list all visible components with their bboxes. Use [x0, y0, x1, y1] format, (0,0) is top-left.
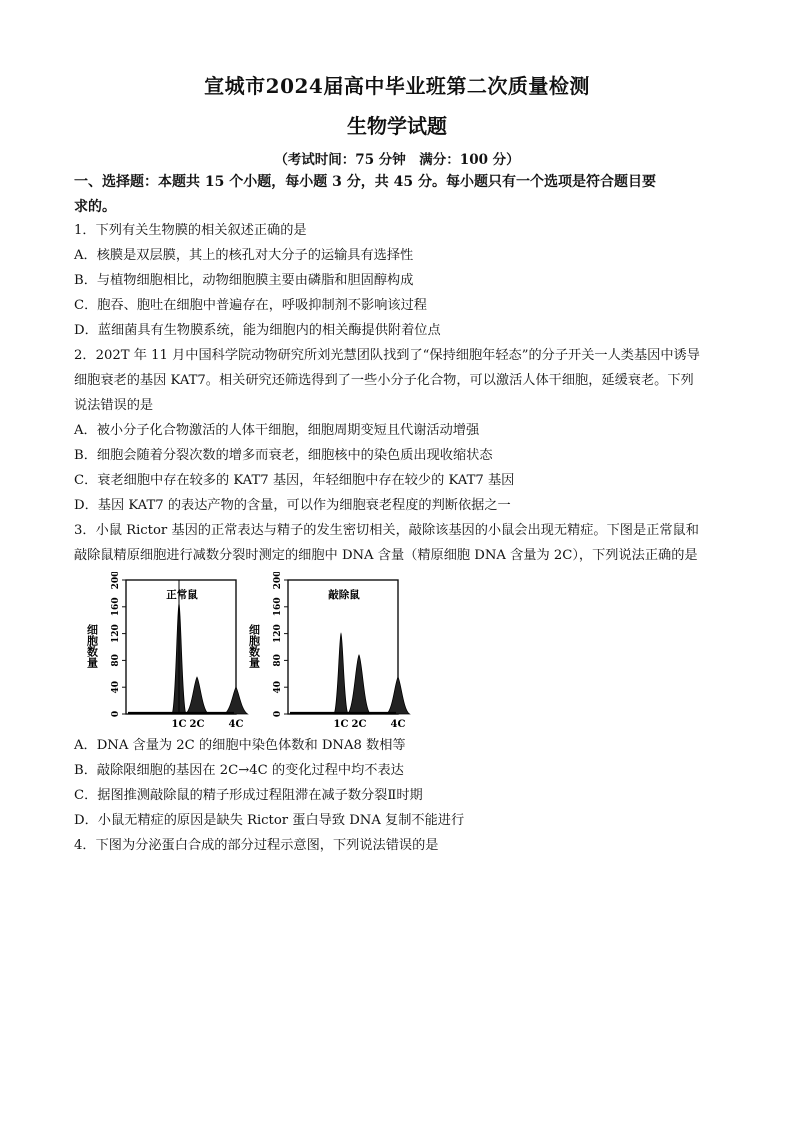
q3-option-b: B．敲除限细胞的基因在 2C→4C 的变化过程中均不表达 — [74, 763, 404, 778]
y-tick-label: 40 — [273, 680, 283, 694]
histogram-peak-4C — [387, 677, 410, 714]
y-tick-label: 200 — [111, 572, 121, 590]
q2-stem-line1: 2．202T 年 11 月中国科学院动物研究所刘光慧团队找到了“保持细胞年轻态”的分子开关一人类基因中诱导 — [74, 348, 700, 363]
chart-normal-mouse-svg — [82, 572, 262, 732]
chart-normal-mouse — [82, 572, 262, 736]
y-tick-label: 120 — [111, 624, 121, 643]
q2-option-d: D．基因 KAT7 的表达产物的含量，可以作为细胞衰老程度的判断依据之一 — [74, 498, 511, 513]
subject-title: 生物学试题 — [347, 114, 447, 138]
chart-knockout-mouse-svg — [244, 572, 424, 732]
section-heading-line2: 求的。 — [74, 199, 116, 215]
exam-info: （考试时间：75 分钟 满分：100 分） — [274, 152, 520, 168]
histogram-peak-1C — [334, 634, 348, 714]
q2-option-c: C．衰老细胞中存在较多的 KAT7 基因，年轻细胞中存在较少的 KAT7 基因 — [74, 473, 515, 488]
x-tick-label: 2C — [189, 719, 205, 730]
q1-option-d: D．蓝细菌具有生物膜系统，能为细胞内的相关酶提供附着位点 — [74, 323, 441, 338]
histogram-peak-2C — [348, 655, 371, 714]
chart-title: 正常鼠 — [166, 589, 198, 601]
q4-stem: 4．下图为分泌蛋白合成的部分过程示意图，下列说法错误的是 — [74, 838, 439, 853]
q1-option-a: A．核膜是双层膜，其上的核孔对大分子的运输具有选择性 — [74, 248, 414, 263]
q3-stem-line1: 3．小鼠 Rictor 基因的正常表达与精子的发生密切相关，敲除该基因的小鼠会出现无精症。下图是正常鼠和 — [74, 523, 699, 538]
q3-option-c: C．据图推测敲除鼠的精子形成过程阻滞在减子数分裂Ⅱ时期 — [74, 788, 423, 803]
exam-title: 宣城市2024届高中毕业班第二次质量检测 — [204, 74, 590, 98]
y-tick-label: 200 — [273, 572, 283, 590]
x-tick-label: 1C — [333, 719, 349, 730]
x-tick-label: 4C — [228, 719, 244, 730]
y-tick-label: 0 — [273, 710, 283, 718]
q2-stem-line3: 说法错误的是 — [74, 398, 154, 413]
y-tick-label: 120 — [273, 624, 283, 643]
q1-option-b: B．与植物细胞相比，动物细胞膜主要由磷脂和胆固醇构成 — [74, 273, 414, 288]
histogram-peak-2C — [186, 677, 209, 714]
section-heading-line1: 一、选择题：本题共 15 个小题，每小题 3 分，共 45 分。每小题只有一个选项是符合题目要 — [74, 174, 656, 190]
q2-option-a: A．被小分子化合物激活的人体干细胞，细胞周期变短且代谢活动增强 — [74, 423, 480, 438]
y-tick-label: 160 — [273, 597, 283, 617]
q3-option-d: D．小鼠无精症的原因是缺失 Rictor 蛋白导致 DNA 复制不能进行 — [74, 813, 465, 828]
x-tick-label: 4C — [390, 719, 406, 730]
q1-option-c: C．胞吞、胞吐在细胞中普遍存在，呼吸抑制剂不影响该过程 — [74, 298, 427, 313]
x-tick-label: 2C — [351, 719, 367, 730]
q3-option-a: A．DNA 含量为 2C 的细胞中染色体数和 DNA8 数相等 — [74, 738, 406, 753]
y-axis-label: 细胞数量 — [85, 624, 99, 668]
y-tick-label: 160 — [111, 597, 121, 617]
q2-stem-line2: 细胞衰老的基因 KAT7。相关研究还筛选得到了一些小分子化合物，可以激活人体干细胞，延缓衰老。下列 — [74, 373, 694, 388]
chart-title: 敲除鼠 — [328, 589, 360, 601]
x-tick-label: 1C — [171, 719, 187, 730]
q2-option-b: B．细胞会随着分裂次数的增多而衰老，细胞核中的染色质出现收缩状态 — [74, 448, 493, 463]
q1-stem: 1．下列有关生物膜的相关叙述正确的是 — [74, 223, 307, 238]
y-tick-label: 80 — [273, 654, 283, 667]
y-tick-label: 80 — [111, 654, 121, 667]
y-tick-label: 0 — [111, 710, 121, 718]
y-tick-label: 40 — [111, 680, 121, 694]
y-axis-label: 细胞数量 — [247, 624, 261, 668]
chart-knockout-mouse — [244, 572, 424, 736]
q3-stem-line2: 敲除鼠精原细胞进行减数分裂时测定的细胞中 DNA 含量（精原细胞 DNA 含量为 2C），下列说法正确的是 — [74, 548, 698, 563]
